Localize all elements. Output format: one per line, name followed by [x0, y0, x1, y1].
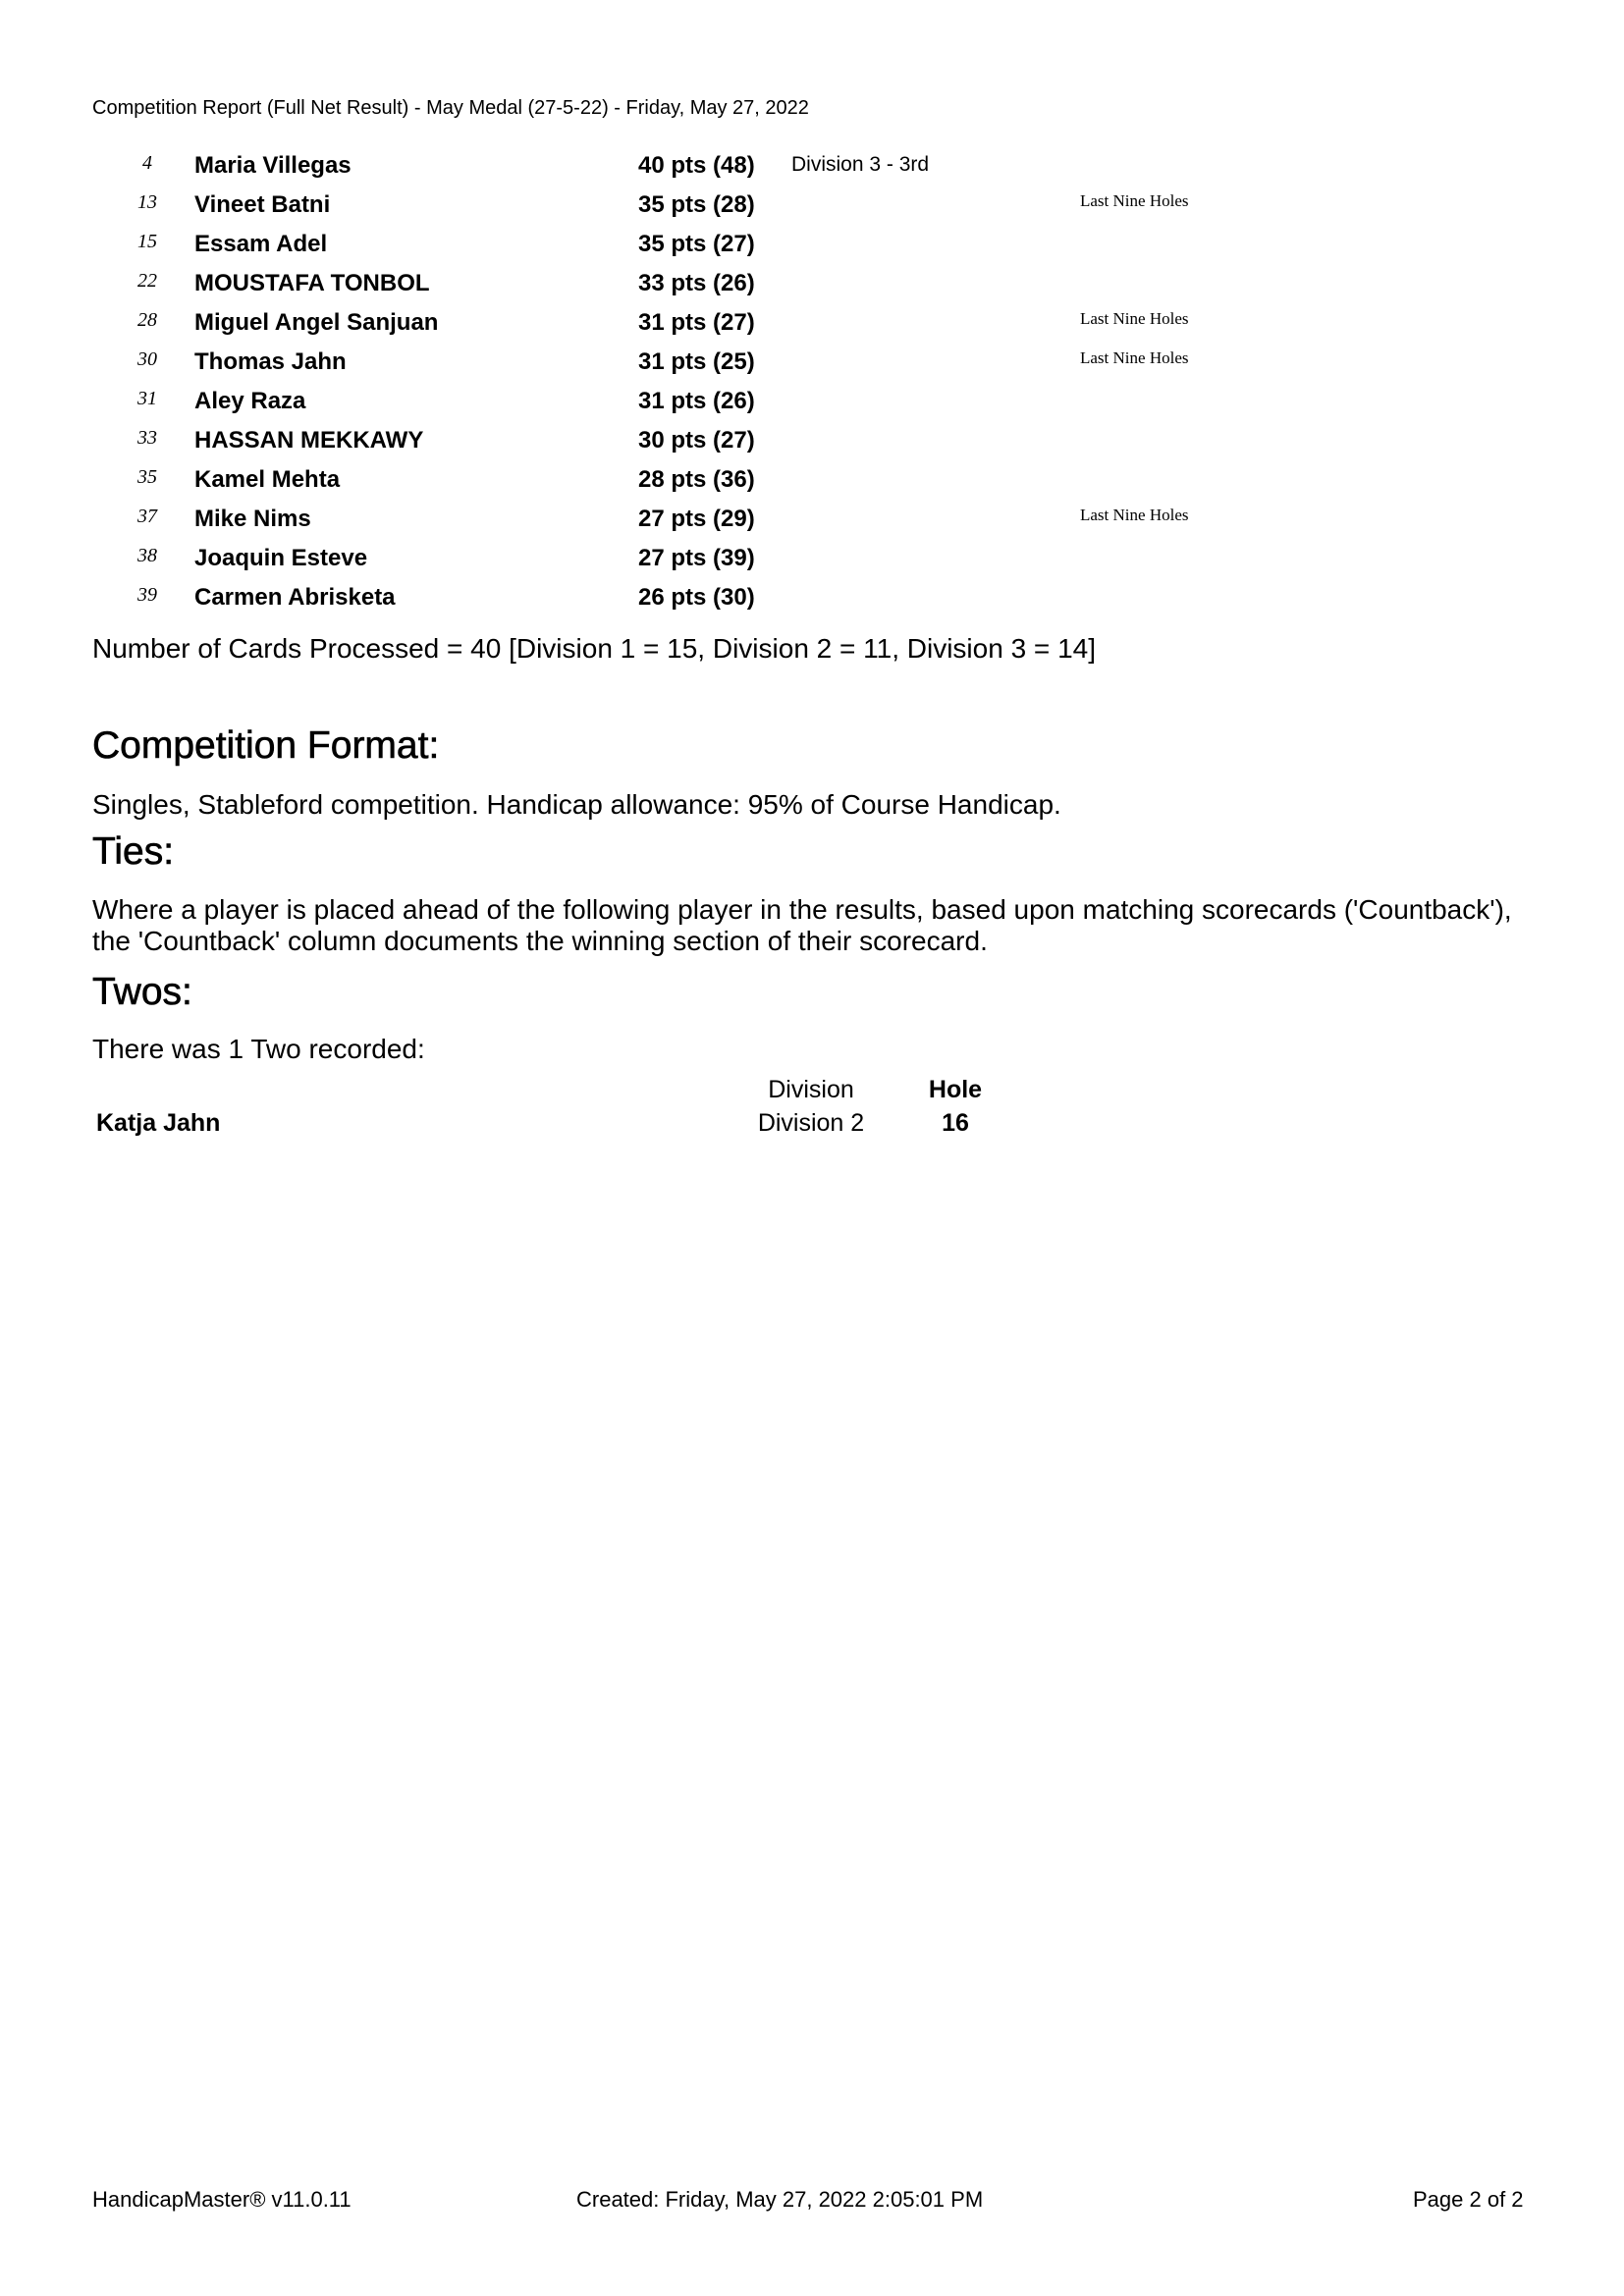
result-row: [92, 150, 1526, 189]
position: 15: [137, 231, 157, 252]
points: 28 pts (36): [638, 466, 755, 493]
countback: Last Nine Holes: [1080, 348, 1189, 367]
position: 37: [137, 506, 157, 527]
footer-version: HandicapMaster® v11.0.11: [92, 2187, 352, 2212]
player-name: Carmen Abrisketa: [194, 584, 396, 611]
result-row: [92, 543, 1526, 582]
twos-table: [92, 1076, 1074, 1143]
points: 35 pts (27): [638, 231, 755, 257]
player-name: Thomas Jahn: [194, 348, 347, 375]
ties-text: Where a player is placed ahead of the following player in the results, based upon matching scorecards ('Countback'), the 'Countback' column documents the winning section of their scorecard.: [92, 894, 1512, 956]
player-name: Aley Raza: [194, 388, 306, 414]
points: 33 pts (26): [638, 270, 755, 296]
result-row: [92, 268, 1526, 307]
page-header: Competition Report (Full Net Result) - May Medal (27-5-22) - Friday, May 27, 2022: [92, 97, 809, 119]
twos-heading: Twos:: [92, 971, 192, 1013]
points: 31 pts (27): [638, 309, 755, 336]
hole-column-header: Hole: [928, 1076, 983, 1103]
player-name: Kamel Mehta: [194, 466, 341, 493]
result-row: [92, 229, 1526, 268]
points: 31 pts (26): [638, 388, 755, 414]
twos-hole: 16: [942, 1109, 969, 1137]
result-row: [92, 582, 1526, 621]
player-name: Mike Nims: [194, 506, 311, 532]
points: 27 pts (29): [638, 506, 755, 532]
twos-header-row: [92, 1076, 1074, 1109]
twos-player: Katja Jahn: [96, 1109, 221, 1137]
ties-heading: Ties:: [92, 830, 175, 873]
footer-created: Created: Friday, May 27, 2022 2:05:01 PM: [576, 2187, 984, 2212]
position: 31: [137, 388, 157, 409]
player-name: MOUSTAFA TONBOL: [194, 270, 430, 296]
points: 26 pts (30): [638, 584, 755, 611]
points: 35 pts (28): [638, 191, 755, 218]
position: 4: [142, 152, 152, 174]
cards-processed: Number of Cards Processed = 40 [Division 1 = 15, Division 2 = 11, Division 3 = 14]: [92, 633, 1096, 664]
result-row: [92, 347, 1526, 386]
player-name: Maria Villegas: [194, 152, 352, 179]
division-column-header: Division: [768, 1076, 854, 1103]
results-table: [92, 150, 1526, 621]
position: 30: [137, 348, 157, 370]
twos-text: There was 1 Two recorded:: [92, 1034, 425, 1064]
position: 35: [137, 466, 157, 488]
player-name: Essam Adel: [194, 231, 328, 257]
countback: Last Nine Holes: [1080, 506, 1189, 524]
points: 40 pts (48): [638, 152, 755, 179]
countback: Last Nine Holes: [1080, 309, 1189, 328]
result-row: [92, 425, 1526, 464]
player-name: Vineet Batni: [194, 191, 331, 218]
countback: Last Nine Holes: [1080, 191, 1189, 210]
player-name: HASSAN MEKKAWY: [194, 427, 424, 454]
position: 28: [137, 309, 157, 331]
player-name: Joaquin Esteve: [194, 545, 368, 571]
result-row: [92, 386, 1526, 425]
player-name: Miguel Angel Sanjuan: [194, 309, 439, 336]
twos-row: [92, 1109, 1074, 1143]
position: 39: [137, 584, 157, 606]
format-text: Singles, Stableford competition. Handicap allowance: 95% of Course Handicap.: [92, 789, 1061, 820]
points: 27 pts (39): [638, 545, 755, 571]
result-row: [92, 504, 1526, 543]
position: 33: [137, 427, 157, 449]
points: 31 pts (25): [638, 348, 755, 375]
result-row: [92, 464, 1526, 504]
footer-page-number: Page 2 of 2: [1413, 2187, 1524, 2212]
format-heading: Competition Format:: [92, 724, 440, 767]
position: 22: [137, 270, 157, 292]
position: 13: [137, 191, 157, 213]
twos-division: Division 2: [757, 1109, 865, 1137]
position: 38: [137, 545, 157, 566]
result-row: [92, 307, 1526, 347]
points: 30 pts (27): [638, 427, 755, 454]
result-row: [92, 189, 1526, 229]
prize: Division 3 - 3rd: [791, 153, 930, 176]
